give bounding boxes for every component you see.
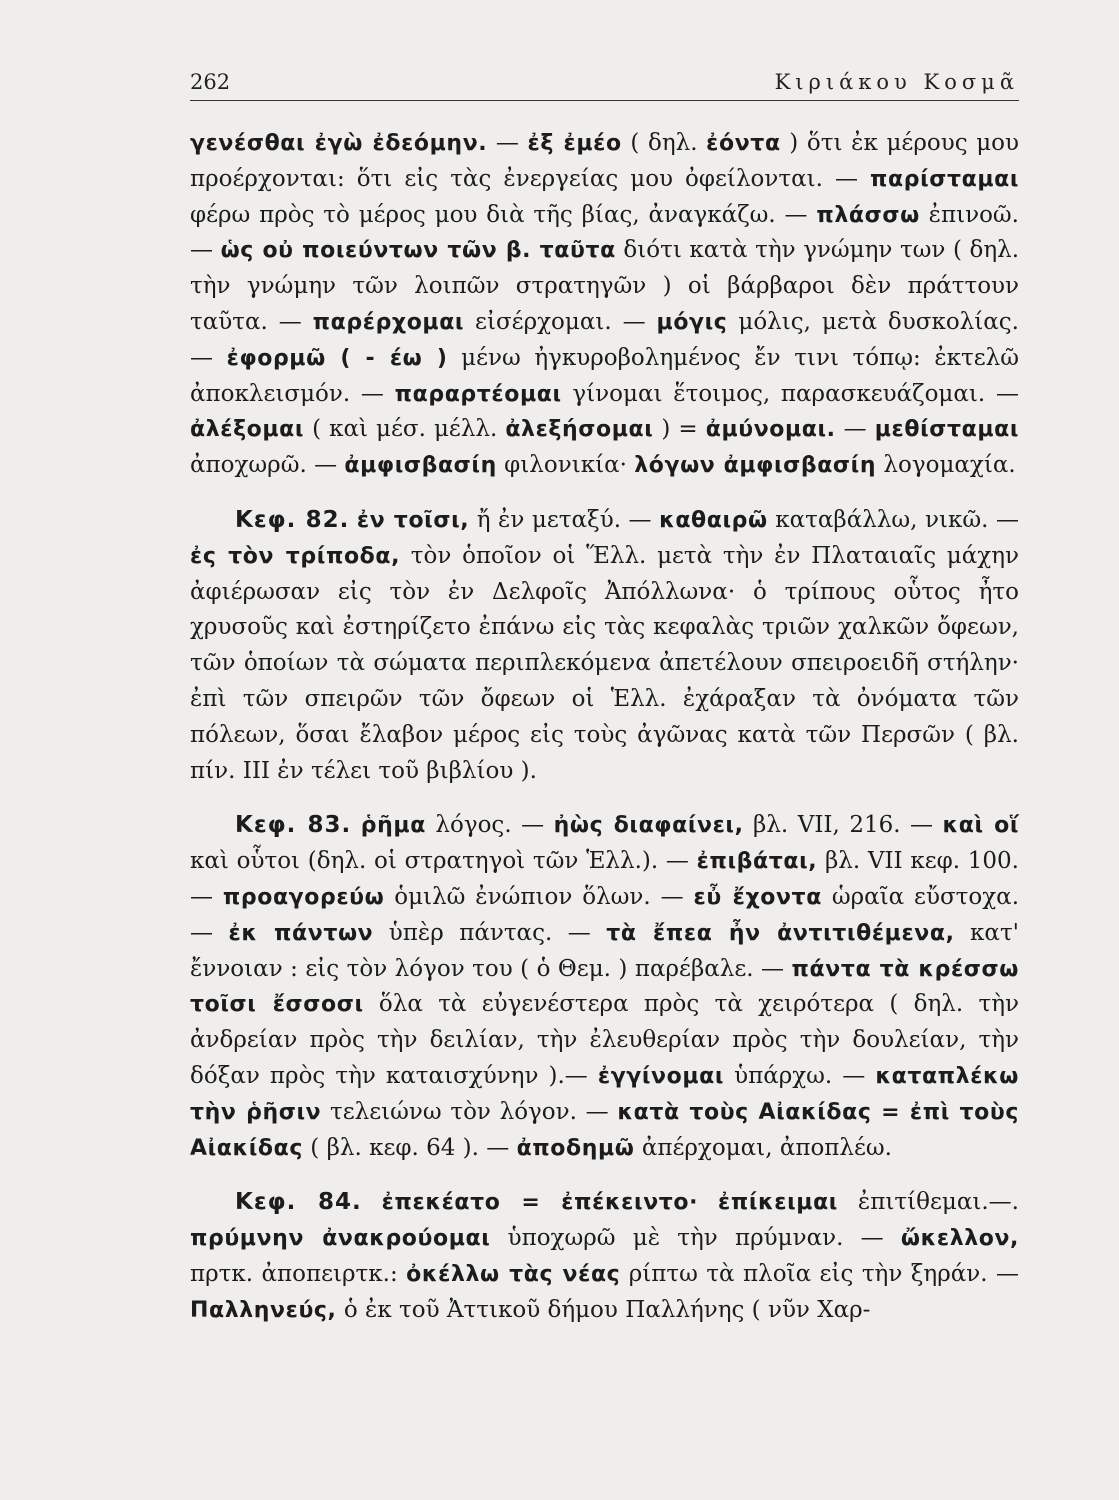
page-header: [190, 60, 1019, 101]
gloss-text: ἤ ἐν μεταξύ. —: [469, 506, 660, 533]
gloss-text: φέρω πρὸς τὸ μέρος μου διὰ τῆς βίας, ἀναγκάζω. —: [190, 201, 817, 228]
gloss-text: πρτκ. ἀποπειρτκ.:: [190, 1260, 407, 1287]
lemma: ἀλεξήσομαι: [505, 417, 654, 443]
lemma: πρύμνην ἀνακρούομαι: [190, 1226, 491, 1252]
lemma: ἀμύνομαι.: [705, 417, 836, 443]
gloss-text: ἐπιτίθεμαι.—.: [837, 1189, 1019, 1216]
running-head: Κιριάκου Κοσμᾶ: [774, 70, 1019, 94]
gloss-text: —: [835, 416, 875, 443]
gloss-text: λόγος. —: [425, 812, 554, 839]
lemma: ἀποδημῶ: [516, 1135, 635, 1161]
gloss-text: [698, 1189, 718, 1215]
lemma: προαγορεύω: [222, 884, 385, 910]
lemma: ἐπεκέατο = ἐπέκειντο·: [381, 1190, 699, 1216]
lemma: ῥῆμα: [360, 813, 426, 839]
lemma: ἐπίκειμαι: [718, 1190, 838, 1216]
lemma: ἀλέξομαι: [190, 417, 305, 443]
lemma: ἠὼς διαφαίνει,: [553, 813, 744, 839]
paragraph: [190, 1185, 1019, 1328]
gloss-text: ὅλα τὰ εὐγενέστερα πρὸς τὰ χειρότερα ( δηλ. τὴν ἀνδρείαν πρὸς τὴν δειλίαν, τὴν ἐλευθερίαν πρὸς τὴν δουλείαν, τὴν δόξαν πρὸς τὴν καταισχύνην ).—: [190, 991, 1019, 1089]
gloss-text: καταβάλλω, νικῶ. —: [767, 506, 1019, 533]
gloss-text: γίνομαι ἕτοιμος, παρασκευάζομαι. —: [561, 380, 1019, 407]
lemma: παρέρχομαι: [312, 309, 465, 335]
section-kef-83: [190, 808, 1019, 1166]
lemma: ἐγγίνομαι: [597, 1063, 725, 1089]
lemma: ἐφορμῶ ( - έω ): [226, 345, 448, 371]
lemma: ὤκελλον,: [900, 1226, 1019, 1252]
lemma: μεθίσταμαι: [874, 417, 1020, 443]
gloss-text: τελειώνω τὸν λόγον. —: [321, 1098, 618, 1125]
chapter-label: Κεφ. 83.: [235, 812, 352, 839]
gloss-text: μένω ἠγκυροβολημένος ἔν τινι τόπῳ: ἐκτελῶ ἀποκλεισμόν. —: [190, 344, 1020, 407]
gloss-text: λογομαχία.: [876, 452, 1016, 479]
chapter-label: Κεφ. 84.: [235, 1189, 362, 1216]
gloss-text: εἰσέρχομαι. —: [464, 308, 657, 335]
paragraph: [190, 126, 1019, 484]
gloss-text: ἀποχωρῶ. —: [190, 452, 345, 479]
section-kef-82: [190, 503, 1019, 789]
gloss-text: [349, 507, 357, 533]
lemma: ἐξ ἐμέο: [527, 131, 622, 156]
lemma: πάντα τὰ κρέσσω τοῖσι ἔσσοσι: [190, 956, 1019, 1018]
lemma: ὀκέλλω τὰς νέας: [406, 1261, 621, 1287]
gloss-text: ( καὶ μέσ. μέλλ.: [304, 416, 506, 443]
gloss-text: ὁ ἐκ τοῦ Ἀττικοῦ δήμου Παλλήνης ( νῦν Χαρ-: [336, 1296, 871, 1323]
gloss-text: [351, 812, 361, 838]
page-number: 262: [190, 70, 231, 94]
paragraph: [190, 808, 1019, 1166]
gloss-text: κατ' ἔννοιαν : εἰς τὸν λόγον του ( ὁ Θεμ. ) παρέβαλε. —: [190, 919, 1020, 982]
lemma: ὡς οὐ ποιεύντων τῶν β. ταῦτα: [220, 238, 616, 264]
lemma: ἐκ πάντων: [228, 920, 374, 946]
gloss-text: [362, 1189, 382, 1215]
commentary-body: [190, 126, 1019, 1329]
lemma: Παλληνεύς,: [190, 1297, 337, 1323]
gloss-text: ρίπτω τὰ πλοῖα εἰς τὴν ξηράν. —: [620, 1260, 1019, 1287]
gloss-text: ὑπάρχω. —: [724, 1062, 876, 1089]
lemma: τὰ ἔπεα ἦν ἀντιτιθέμενα,: [606, 920, 955, 946]
gloss-text: ἐπινοῶ. —: [190, 201, 1019, 264]
lemma: λόγων ἀμφισβασίη: [634, 453, 877, 479]
gloss-text: ὑπὲρ πάντας. —: [373, 919, 607, 946]
lemma: πλάσσω: [816, 202, 920, 228]
gloss-text: ἀπέρχομαι, ἀποπλέω.: [634, 1134, 892, 1161]
lemma: μόγις: [656, 309, 728, 335]
gloss-text: ) ὅτι ἐκ μέρους μου προέρχονται: ὅτι εἰς τὰς ἐνεργείας μου ὀφείλονται. —: [190, 130, 1019, 192]
gloss-text: καὶ οὗτοι (δηλ. οἱ στρατηγοὶ τῶν Ἑλλ.). —: [190, 848, 697, 875]
gloss-text: ( δηλ.: [621, 130, 707, 156]
gloss-text: βλ. VII, 216. —: [743, 812, 943, 839]
gloss-text: ὑποχωρῶ μὲ τὴν πρύμναν. —: [490, 1225, 901, 1252]
paragraph: [190, 503, 1019, 789]
lemma: ἐπιβάται,: [696, 849, 818, 875]
lemma: παρίσταμαι: [870, 166, 1019, 192]
gloss-text: βλ. VII κεφ. 100. —: [190, 848, 1019, 910]
lemma: ἐν τοῖσι,: [356, 507, 470, 533]
lemma: γενέσθαι ἐγὼ ἐδεόμην.: [190, 131, 488, 156]
lemma: εὖ ἔχοντα: [693, 884, 822, 910]
gloss-text: —: [487, 130, 528, 156]
chapter-label: Κεφ. 82.: [235, 506, 350, 533]
gloss-text: ) =: [653, 416, 706, 443]
lemma: παραρτέομαι: [394, 381, 562, 407]
gloss-text: ( βλ. κεφ. 64 ). —: [303, 1134, 517, 1161]
section-kef-84: [190, 1185, 1019, 1328]
lemma: ἀμφισβασίη: [344, 453, 497, 479]
gloss-text: μόλις, μετὰ δυσκολίας. —: [190, 308, 1019, 371]
lemma: καταπλέκω τὴν ῥῆσιν: [190, 1063, 1019, 1125]
gloss-text: τὸν ὁποῖον οἱ Ἕλλ. μετὰ τὴν ἐν Πλαταιαῖς μάχην ἀφιέρωσαν εἰς τὸν ἐν Δελφοῖς Ἀπόλλωνα· ὁ τρίπους οὗτος ἦτο χρυσοῦς καὶ ἐστηρίζετο ἐπάνω εἰς τὰς κεφαλὰς τριῶν χαλκῶν ὄφεων, τῶν ὁποίων τὰ σώματα περιπλεκόμενα ἀπετέλουν σπειροειδῆ στήλην· ἐπὶ τῶν σπειρῶν τῶν ὄφεων οἱ Ἑλλ. ἐχάραξαν τὰ ὀνόματα τῶν πόλεων, ὅσαι ἔλαβον μέρος εἰς τοὺς ἀγῶνας κατὰ τῶν Περσῶν ( βλ. πίν. III ἐν τέλει τοῦ βιβλίου ).: [190, 542, 1019, 784]
lemma: καὶ οἵ: [942, 813, 1019, 839]
lemma: καθαιρῶ: [659, 507, 768, 533]
section-continued: [190, 126, 1019, 484]
gloss-text: φιλονικία·: [496, 452, 635, 479]
gloss-text: ὡραῖα εὔστοχα. —: [190, 883, 1020, 946]
lemma: ἐόντα: [706, 131, 781, 156]
lemma: κατὰ τοὺς Αἰακίδας = ἐπὶ τοὺς Αἰακίδας: [190, 1099, 1019, 1161]
gloss-text: διότι κατὰ τὴν γνώμην των ( δηλ. τὴν γνώμην τῶν λοιπῶν στρατηγῶν ) οἱ βάρβαροι δὲν πράττουν ταῦτα. —: [190, 237, 1020, 335]
lemma: ἐς τὸν τρίποδα,: [190, 543, 401, 569]
gloss-text: ὁμιλῶ ἐνώπιον ὅλων. —: [384, 883, 694, 910]
